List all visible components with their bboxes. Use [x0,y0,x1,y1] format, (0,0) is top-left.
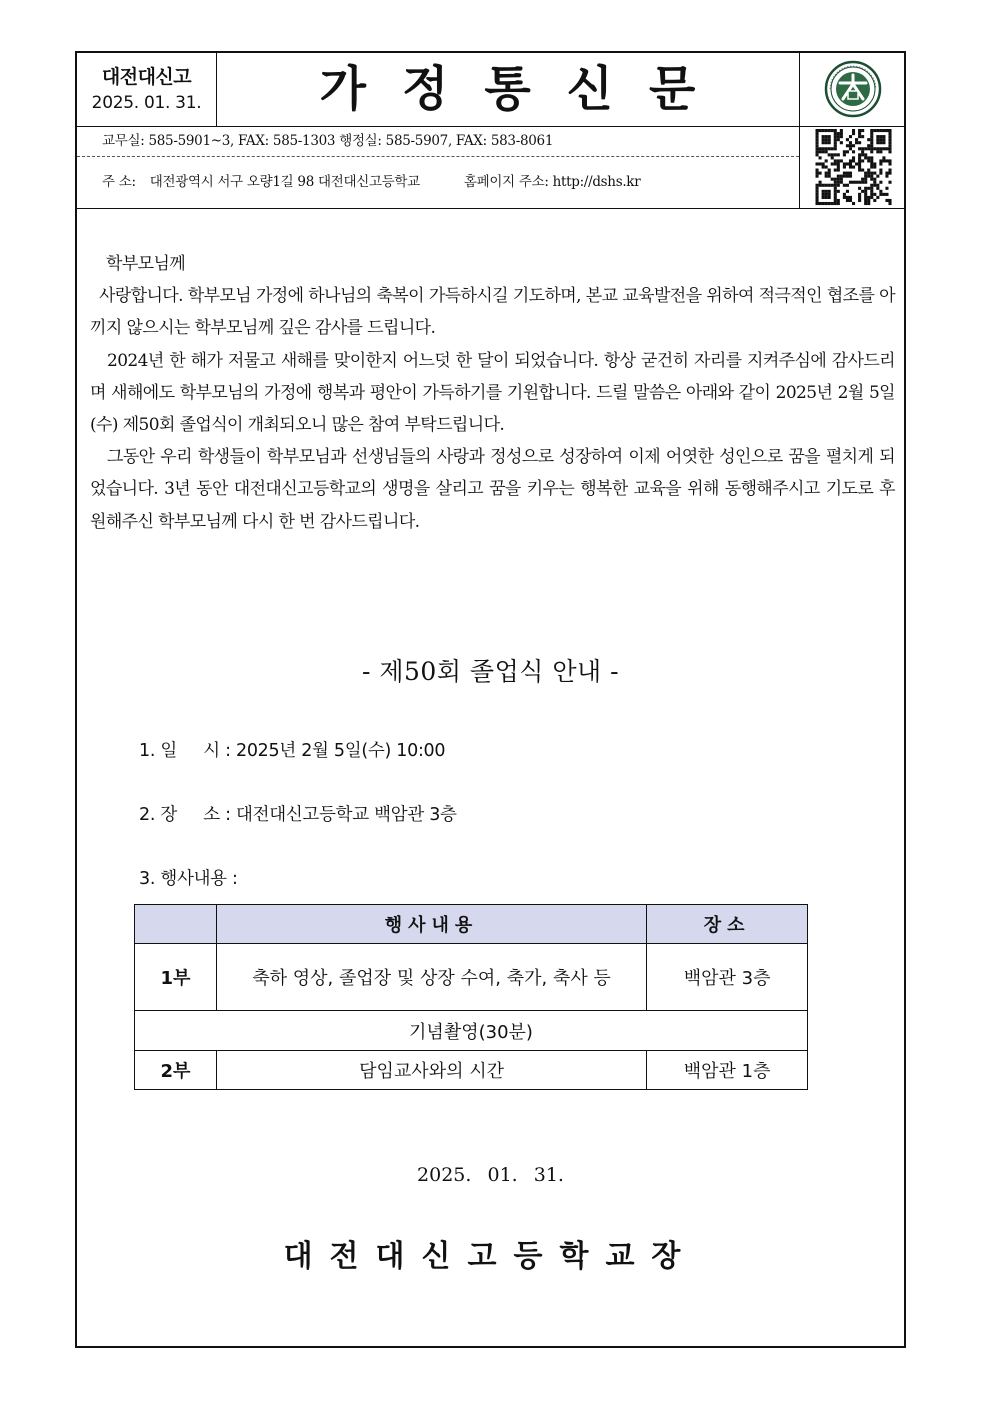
place-cell: 백암관 3층 [647,944,808,1011]
logo-box [799,53,907,126]
address-value: 대전광역시 서구 오량1길 98 대전대신고등학교 [149,174,420,190]
notice-item-program [139,865,238,890]
part-cell: 2부 [135,1051,217,1090]
table-row [135,944,808,1011]
program-table [134,904,808,1090]
item-label: 3. 행사내용 : [139,869,238,889]
table-header-cell [135,905,217,944]
item-value: 대전대신고등학교 백암관 3층 [236,805,457,825]
footer-date: 2025. 01. 31. [417,1164,564,1186]
table-row [135,1051,808,1090]
page-title: 가정통신문 [319,61,732,117]
principal-signature: 대전대신고등학교장 [283,1239,698,1274]
salutation: 학부모님께 [106,254,186,274]
content-cell: 담임교사와의 시간 [216,1051,646,1090]
notice-item-datetime [139,737,445,762]
place-cell: 백암관 1층 [647,1051,808,1090]
header-divider [77,208,904,209]
item-label: 1. 일 시 : [139,741,231,761]
notice-title: - 제50회 졸업식 안내 - [361,657,620,686]
header-row [77,53,904,127]
qr-box [799,126,907,208]
table-header-cell: 행사내용 [216,905,646,944]
address-label: 주 소: [102,174,136,190]
notice-item-place [139,801,457,826]
letter-paragraph: 2024년 한 해가 저물고 새해를 맞이한지 어느덧 한 달이 되었습니다. 항상 굳건히 자리를 지켜주심에 감사드리며 새해에도 학부모님의 가정에 행복과 평안이 가득하기를 기원합니다. 드릴 말씀은 아래와 같이 2025년 2월 5일(수) 제50회 졸업식이 개최되오니 많은 참여 부탁드립니다. [90,350,895,436]
letter-paragraph: 사랑합니다. 학부모님 가정에 하나님의 축복이 가득하시길 기도하며, 본교 교육발전을 위하여 적극적인 협조를 아끼지 않으시는 학부모님께 깊은 감사를 드립니다. [90,286,895,339]
issue-date: 2025. 01. 31. [91,93,202,113]
content-cell: 축하 영상, 졸업장 및 상장 수여, 축가, 축사 등 [216,944,646,1011]
qr-code-icon[interactable] [800,126,907,208]
letter-body [90,248,895,538]
contact-line: 교무실: 585-5901~3, FAX: 585-1303 행정실: 585-5907, FAX: 583-8061 [77,126,799,157]
table-row [135,1011,808,1051]
content-cell: 기념촬영(30분) [135,1011,808,1051]
address-line [77,156,799,208]
school-name: 대전대신고 [101,66,192,88]
table-header-row [135,905,808,944]
newsletter-frame [75,51,906,1348]
school-box [77,53,217,126]
item-label: 2. 장 소 : [139,805,231,825]
homepage-label: 홈페이지 주소: [463,174,549,190]
school-emblem-icon [800,53,907,126]
part-cell: 1부 [135,944,217,1011]
contact-area [77,126,799,208]
letter-paragraph: 그동안 우리 학생들이 학부모님과 선생님들의 사랑과 정성으로 성장하여 이제 어엿한 성인으로 꿈을 펼치게 되었습니다. 3년 동안 대전대신고등학교의 생명을 살리고 꿈을 키우는 행복한 교육을 위해 동행해주시고 기도로 후원해주신 학부모님께 다시 한 번 감사드립니다. [90,447,895,532]
item-value: 2025년 2월 5일(수) 10:00 [236,741,446,761]
table-header-cell: 장소 [647,905,808,944]
homepage-link[interactable]: http://dshs.kr [552,174,641,190]
